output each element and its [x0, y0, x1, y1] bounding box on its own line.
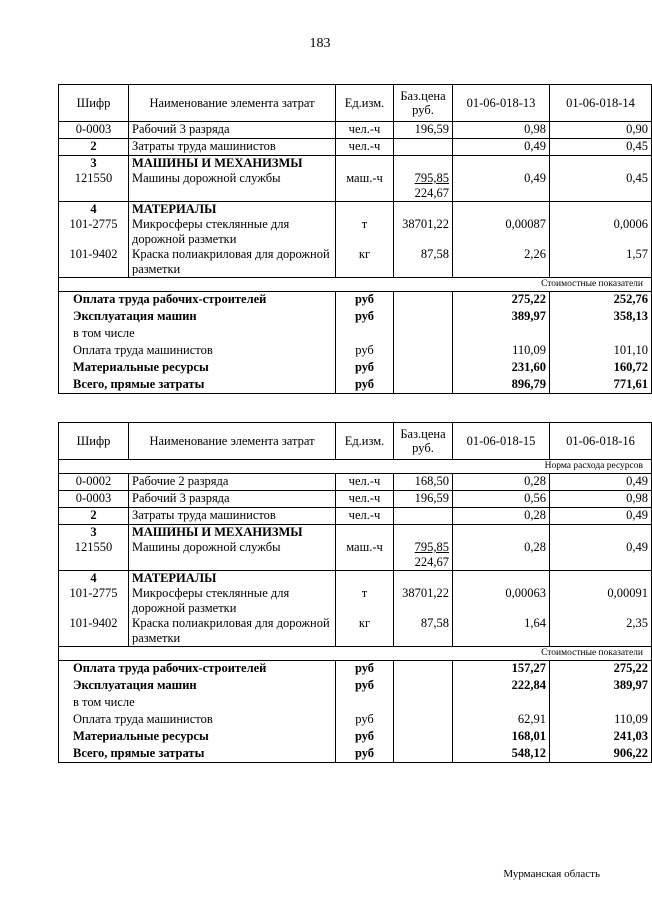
table-header-row: [59, 423, 652, 460]
resource-name: Машины дорожной службы: [129, 171, 336, 202]
cost-row: [59, 326, 652, 343]
cost-value-2: 389,97: [550, 678, 652, 695]
header-unit: Ед.изм.: [336, 85, 394, 122]
cost-value-1: 389,97: [453, 309, 550, 326]
resource-code: 0-0002: [59, 474, 129, 491]
cost-row: [59, 309, 652, 326]
resource-code: 101-9402: [59, 616, 129, 647]
resource-value-2: 0,98: [550, 491, 652, 508]
resource-value-1: 0,28: [453, 540, 550, 571]
cost-label: Эксплуатация машин: [59, 309, 336, 326]
resource-name: Микросферы стеклянные для дорожной разметки: [129, 586, 336, 616]
resource-price: 87,58: [394, 247, 453, 278]
cost-row: [59, 292, 652, 309]
resource-value-1: 0,28: [453, 508, 550, 525]
cost-row: [59, 712, 652, 729]
cost-value-2: 906,22: [550, 746, 652, 763]
resource-code: 121550: [59, 171, 129, 202]
resource-value-1: 0,56: [453, 491, 550, 508]
table-row: [59, 171, 652, 202]
table-row: [59, 247, 652, 278]
cost-unit: руб: [336, 343, 394, 360]
resource-value-2: 0,49: [550, 508, 652, 525]
resource-value-1: 0,00087: [453, 217, 550, 247]
cost-value-2: 241,03: [550, 729, 652, 746]
cost-value-2: 160,72: [550, 360, 652, 377]
cost-row: [59, 746, 652, 763]
section-row: [59, 202, 652, 218]
resource-unit: кг: [336, 247, 394, 278]
resource-price: 168,50: [394, 474, 453, 491]
header-col-2: 01-06-018-16: [550, 423, 652, 460]
resource-price: 38701,22: [394, 217, 453, 247]
cost-label: в том числе: [59, 326, 336, 343]
resource-price: 38701,22: [394, 586, 453, 616]
resource-price-line-2: 224,67: [414, 186, 449, 200]
resource-value-2: 2,35: [550, 616, 652, 647]
cost-value-2: 275,22: [550, 661, 652, 678]
table-row: [59, 616, 652, 647]
header-code: Шифр: [59, 85, 129, 122]
table-row: [59, 474, 652, 491]
cost-value-2: 110,09: [550, 712, 652, 729]
header-price: Баз.цена руб.: [394, 85, 453, 122]
cost-label: Оплата труда рабочих-строителей: [59, 661, 336, 678]
resource-value-1: 0,98: [453, 122, 550, 139]
resource-unit: кг: [336, 616, 394, 647]
cost-unit: руб: [336, 292, 394, 309]
resource-value-2: 0,0006: [550, 217, 652, 247]
resource-name: Рабочие 2 разряда: [129, 474, 336, 491]
resource-price-line-2: 224,67: [414, 555, 449, 569]
cost-label: Эксплуатация машин: [59, 678, 336, 695]
resource-code: 101-9402: [59, 247, 129, 278]
cost-value-2: 101,10: [550, 343, 652, 360]
cost-value-1: 168,01: [453, 729, 550, 746]
section-code: 4: [59, 571, 129, 587]
cost-unit: руб: [336, 712, 394, 729]
cost-label: Оплата труда машинистов: [59, 343, 336, 360]
cost-label: Материальные ресурсы: [59, 360, 336, 377]
cost-value-2: 252,76: [550, 292, 652, 309]
table-row: [59, 122, 652, 139]
section-title: МАШИНЫ И МЕХАНИЗМЫ: [129, 525, 336, 541]
header-price: Баз.цена руб.: [394, 423, 453, 460]
cost-unit: руб: [336, 377, 394, 394]
resource-value-2: 0,00091: [550, 586, 652, 616]
resource-value-2: 0,45: [550, 171, 652, 202]
section-row: [59, 156, 652, 172]
section-code: 3: [59, 156, 129, 172]
resource-price: [394, 540, 453, 571]
cost-row: [59, 729, 652, 746]
cost-value-1: 275,22: [453, 292, 550, 309]
resource-name: Машины дорожной службы: [129, 540, 336, 571]
header-unit: Ед.изм.: [336, 423, 394, 460]
resource-name: Микросферы стеклянные для дорожной разметки: [129, 217, 336, 247]
resource-name: Рабочий 3 разряда: [129, 122, 336, 139]
cost-row: [59, 661, 652, 678]
header-col-1: 01-06-018-15: [453, 423, 550, 460]
cost-value-1: 896,79: [453, 377, 550, 394]
resource-unit: чел.-ч: [336, 122, 394, 139]
cost-label: Всего, прямые затраты: [59, 377, 336, 394]
resource-price: 196,59: [394, 122, 453, 139]
footer-region: Мурманская область: [503, 868, 600, 880]
section-title: МАШИНЫ И МЕХАНИЗМЫ: [129, 156, 336, 172]
cost-caption: Стоимостные показатели: [59, 278, 652, 292]
cost-caption: Стоимостные показатели: [59, 647, 652, 661]
resource-value-2: 0,49: [550, 474, 652, 491]
resource-name: Рабочий 3 разряда: [129, 491, 336, 508]
page-number: 183: [309, 36, 331, 51]
cost-label: в том числе: [59, 695, 336, 712]
resource-price: [394, 171, 453, 202]
resource-unit: т: [336, 586, 394, 616]
cost-row: [59, 695, 652, 712]
resource-price: [394, 139, 453, 156]
cost-row: [59, 360, 652, 377]
cost-unit: руб: [336, 678, 394, 695]
resource-code: 121550: [59, 540, 129, 571]
section-title: МАТЕРИАЛЫ: [129, 202, 336, 218]
table-row: [59, 508, 652, 525]
cost-value-2: 358,13: [550, 309, 652, 326]
cost-unit: руб: [336, 360, 394, 377]
resource-price: [394, 508, 453, 525]
resource-unit: чел.-ч: [336, 474, 394, 491]
resource-name: Затраты труда машинистов: [129, 139, 336, 156]
resource-value-2: 0,90: [550, 122, 652, 139]
cost-label: Оплата труда рабочих-строителей: [59, 292, 336, 309]
cost-label: Оплата труда машинистов: [59, 712, 336, 729]
cost-label: Материальные ресурсы: [59, 729, 336, 746]
cost-caption-row: [59, 278, 652, 292]
table-row: [59, 217, 652, 247]
resource-value-2: 1,57: [550, 247, 652, 278]
cost-unit: руб: [336, 309, 394, 326]
cost-caption-row: [59, 647, 652, 661]
cost-value-1: 231,60: [453, 360, 550, 377]
cost-row: [59, 678, 652, 695]
header-name: Наименование элемента затрат: [129, 85, 336, 122]
resource-value-1: 0,49: [453, 171, 550, 202]
resource-unit: чел.-ч: [336, 139, 394, 156]
resource-unit: чел.-ч: [336, 491, 394, 508]
cost-row: [59, 377, 652, 394]
resource-value-1: 0,00063: [453, 586, 550, 616]
resource-name: Краска полиакриловая для дорожной разметки: [129, 247, 336, 278]
header-name: Наименование элемента затрат: [129, 423, 336, 460]
resource-value-2: 0,49: [550, 540, 652, 571]
resource-code: 2: [59, 508, 129, 525]
table-row: [59, 586, 652, 616]
cost-unit: руб: [336, 729, 394, 746]
table-header-row: [59, 85, 652, 122]
header-col-2: 01-06-018-14: [550, 85, 652, 122]
resource-code: 0-0003: [59, 122, 129, 139]
resource-value-1: 0,49: [453, 139, 550, 156]
resource-name: Краска полиакриловая для дорожной разметки: [129, 616, 336, 647]
table-row: [59, 540, 652, 571]
cost-table-2: [58, 422, 652, 763]
resource-value-1: 0,28: [453, 474, 550, 491]
norm-caption: Норма расхода ресурсов: [59, 460, 652, 474]
section-title: МАТЕРИАЛЫ: [129, 571, 336, 587]
resource-value-1: 1,64: [453, 616, 550, 647]
header-col-1: 01-06-018-13: [453, 85, 550, 122]
cost-row: [59, 343, 652, 360]
resource-price: 196,59: [394, 491, 453, 508]
resource-name: Затраты труда машинистов: [129, 508, 336, 525]
resource-price-line-1: 795,85: [414, 171, 449, 185]
section-code: 3: [59, 525, 129, 541]
resource-code: 0-0003: [59, 491, 129, 508]
cost-value-1: 548,12: [453, 746, 550, 763]
table-row: [59, 491, 652, 508]
cost-value-1: 62,91: [453, 712, 550, 729]
resource-unit: т: [336, 217, 394, 247]
norm-caption-row: [59, 460, 652, 474]
cost-unit: руб: [336, 746, 394, 763]
resource-price: 87,58: [394, 616, 453, 647]
resource-value-1: 2,26: [453, 247, 550, 278]
cost-label: Всего, прямые затраты: [59, 746, 336, 763]
resource-code: 101-2775: [59, 586, 129, 616]
table-row: [59, 139, 652, 156]
section-code: 4: [59, 202, 129, 218]
cost-unit: руб: [336, 661, 394, 678]
resource-unit: маш.-ч: [336, 171, 394, 202]
resource-code: 101-2775: [59, 217, 129, 247]
cost-value-2: 771,61: [550, 377, 652, 394]
cost-value-1: 157,27: [453, 661, 550, 678]
section-row: [59, 525, 652, 541]
resource-price-line-1: 795,85: [414, 540, 449, 554]
cost-value-1: 110,09: [453, 343, 550, 360]
header-code: Шифр: [59, 423, 129, 460]
cost-value-1: 222,84: [453, 678, 550, 695]
cost-table-1: [58, 84, 652, 394]
resource-value-2: 0,45: [550, 139, 652, 156]
resource-unit: чел.-ч: [336, 508, 394, 525]
section-row: [59, 571, 652, 587]
resource-code: 2: [59, 139, 129, 156]
resource-unit: маш.-ч: [336, 540, 394, 571]
